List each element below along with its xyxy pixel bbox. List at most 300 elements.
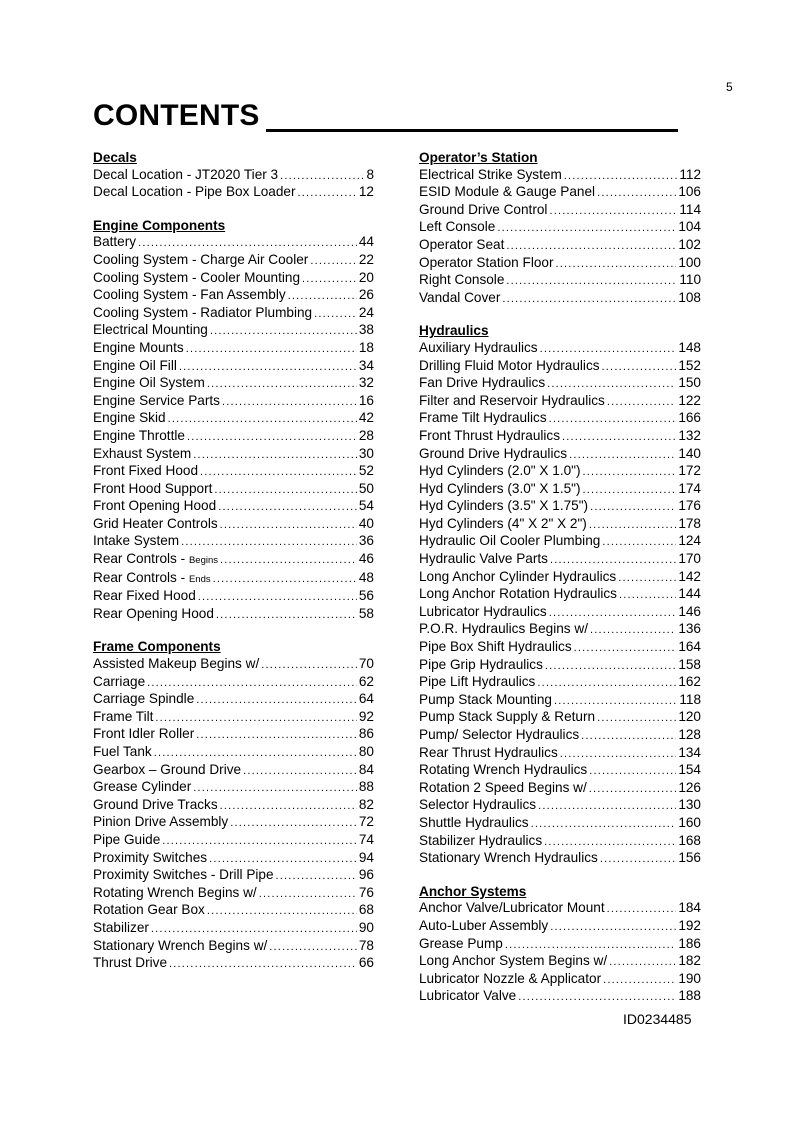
toc-right-column (419, 150, 701, 1022)
entry-label-text: Engine Skid (93, 410, 166, 426)
entry-label (93, 498, 216, 515)
dot-leader (169, 956, 357, 973)
document-id: ID0234485 (623, 1011, 692, 1027)
entry-label (419, 237, 504, 254)
section-heading: Operator’s Station (419, 150, 538, 165)
toc-entry[interactable] (419, 850, 701, 868)
entry-page-number: 188 (678, 988, 701, 1004)
dot-leader (607, 901, 677, 918)
entry-label (419, 533, 600, 550)
toc-entry[interactable] (419, 202, 701, 220)
entry-label (93, 551, 218, 570)
toc-entry[interactable] (419, 674, 701, 692)
entry-label (93, 606, 214, 623)
entry-page-number: 26 (358, 287, 374, 303)
entry-label-text: Engine Oil System (93, 375, 205, 391)
toc-entry[interactable] (93, 570, 374, 589)
toc-entry[interactable] (93, 270, 374, 288)
dot-leader (589, 781, 677, 798)
dot-leader (210, 323, 357, 340)
toc-entry[interactable] (93, 184, 374, 202)
entry-label (93, 779, 191, 796)
dot-leader (200, 464, 357, 481)
toc-entry[interactable] (419, 918, 701, 936)
dot-leader (196, 692, 357, 709)
entry-page-number: 134 (678, 744, 701, 760)
toc-entry[interactable] (419, 272, 701, 290)
dot-leader (220, 798, 357, 815)
toc-entry[interactable] (419, 988, 701, 1006)
dot-leader (545, 658, 676, 675)
dot-leader (590, 499, 676, 516)
toc-entry[interactable] (93, 481, 374, 499)
entry-page-number: 162 (678, 674, 701, 690)
entry-label (93, 234, 136, 251)
toc-entry[interactable] (419, 833, 701, 851)
section-heading: Anchor Systems (419, 883, 527, 899)
toc-entry[interactable] (93, 533, 374, 551)
entry-label-text: Engine Throttle (93, 427, 185, 443)
entry-label-text: Shuttle Hydraulics (419, 814, 529, 830)
entry-label-text: ESID Module & Gauge Panel (419, 184, 596, 200)
entry-label (93, 428, 185, 445)
toc-entry[interactable] (93, 920, 374, 938)
entry-label (419, 709, 595, 726)
entry-label (93, 516, 218, 533)
toc-entry[interactable] (419, 498, 701, 516)
entry-label (419, 446, 567, 463)
entry-page-number: 38 (358, 322, 374, 338)
entry-label (93, 762, 241, 779)
toc-entry[interactable] (93, 709, 374, 727)
entry-label (419, 184, 595, 201)
entry-page-number: 174 (678, 480, 701, 496)
entry-label-text: Lubricator Valve (419, 988, 517, 1004)
entry-label (419, 762, 587, 779)
toc-entry[interactable] (419, 900, 701, 918)
toc-entry[interactable] (93, 287, 374, 305)
toc-entry[interactable] (93, 656, 374, 674)
entry-page-number: 108 (678, 289, 701, 305)
dot-leader (162, 833, 357, 850)
dot-leader (618, 570, 676, 587)
toc-entry[interactable] (419, 639, 701, 657)
toc-entry[interactable] (419, 815, 701, 833)
toc-entry[interactable] (93, 814, 374, 832)
entry-label (93, 814, 228, 831)
dot-leader (207, 376, 357, 393)
dot-leader (186, 341, 357, 358)
toc-entry[interactable] (419, 780, 701, 798)
toc-entry[interactable] (93, 498, 374, 516)
dot-leader (280, 168, 364, 185)
entry-label-text: Front Thrust Hydraulics (419, 427, 561, 443)
title-underline (266, 129, 678, 132)
toc-entry[interactable] (419, 290, 701, 308)
entry-page-number: 90 (358, 919, 374, 935)
entry-page-number: 178 (678, 515, 701, 531)
dot-leader (531, 816, 677, 833)
toc-entry[interactable] (419, 237, 701, 255)
entry-label-text: Pump/ Selector Hydraulics (419, 727, 580, 742)
dot-leader (550, 552, 676, 569)
entry-label (93, 955, 167, 972)
toc-entry[interactable] (93, 375, 374, 393)
entry-label (93, 463, 198, 480)
entry-page-number: 16 (358, 392, 374, 408)
dot-leader (550, 919, 676, 936)
entry-page-number: 172 (678, 463, 701, 479)
dot-leader (562, 429, 676, 446)
toc-entry[interactable] (419, 340, 701, 358)
entry-label (93, 674, 145, 691)
entry-label (419, 340, 538, 357)
toc-entry[interactable] (419, 219, 701, 237)
dot-leader (168, 411, 357, 428)
entry-label (93, 867, 274, 884)
dot-leader (154, 745, 357, 762)
entry-label-text: Engine Service Parts (93, 392, 220, 408)
toc-entry[interactable] (93, 955, 374, 973)
entry-label-text: Front Opening Hood (93, 498, 217, 514)
entry-page-number: 160 (678, 814, 701, 830)
toc-entry[interactable] (419, 953, 701, 971)
entry-label-text: Operator Station Floor (419, 254, 554, 270)
toc-entry[interactable] (93, 516, 374, 534)
dot-leader (506, 238, 676, 255)
entry-page-number: 32 (358, 375, 374, 391)
dot-leader (549, 605, 677, 622)
entry-label-text: Auto-Luber Assembly (419, 917, 549, 933)
toc-entry[interactable] (93, 340, 374, 358)
dot-leader (193, 447, 357, 464)
toc-entry[interactable] (93, 463, 374, 481)
entry-label-text: Frame Tilt (93, 708, 154, 724)
entry-page-number: 82 (358, 796, 374, 812)
entry-page-number: 18 (358, 339, 374, 355)
dot-leader (607, 394, 676, 411)
entry-label (93, 938, 267, 955)
entry-label-text: Pipe Box Shift Hydraulics (419, 639, 572, 655)
entry-label-text: Rotation 2 Speed Begins w/ (419, 779, 587, 795)
entry-label (93, 393, 220, 410)
entry-page-number: 86 (358, 726, 374, 742)
dot-leader (581, 728, 676, 745)
toc-entry[interactable] (93, 322, 374, 340)
entry-label (419, 498, 588, 515)
toc-entry[interactable] (419, 971, 701, 989)
entry-page-number: 190 (678, 970, 701, 986)
entry-label-text: P.O.R. Hydraulics Begins w/ (419, 621, 588, 637)
entry-page-number: 164 (678, 639, 701, 655)
entry-label-text: Right Console (419, 272, 505, 288)
dot-leader (314, 306, 357, 323)
toc-entry[interactable] (93, 410, 374, 428)
dot-leader (276, 868, 357, 885)
dot-leader (518, 989, 676, 1006)
toc-entry[interactable] (93, 797, 374, 815)
entry-page-number: 112 (679, 166, 701, 182)
toc-entry[interactable] (93, 305, 374, 323)
toc-entry[interactable] (93, 393, 374, 411)
dot-leader (181, 534, 357, 551)
entry-page-number: 30 (358, 445, 374, 461)
toc-entry[interactable] (419, 692, 701, 710)
toc-entry[interactable] (93, 551, 374, 570)
entry-label-text: Stationary Wrench Begins w/ (93, 937, 268, 953)
toc-entry[interactable] (93, 885, 374, 903)
entry-label (93, 340, 184, 357)
entry-label (419, 167, 562, 184)
toc-entry[interactable] (93, 902, 374, 920)
toc-entry[interactable] (419, 657, 701, 675)
toc-entry[interactable] (93, 779, 374, 797)
entry-page-number: 70 (358, 656, 374, 672)
entry-page-number: 40 (358, 515, 374, 531)
dot-leader (560, 746, 677, 763)
entry-label-text: Stationary Wrench Hydraulics (419, 850, 598, 866)
toc-entry[interactable] (419, 463, 701, 481)
toc-section-frame-components (93, 639, 374, 972)
entry-label-text: Engine Oil Fill (93, 357, 177, 373)
entry-page-number: 136 (678, 621, 701, 637)
entry-label (419, 727, 579, 744)
toc-entry[interactable] (93, 832, 374, 850)
entry-page-number: 34 (358, 357, 374, 373)
toc-entry[interactable] (419, 533, 701, 551)
dot-leader (564, 168, 678, 185)
entry-label-text: Proximity Switches - Drill Pipe (93, 867, 274, 883)
entry-label-text: Rear Controls - (93, 551, 189, 567)
entry-label-text: Pinion Drive Assembly (93, 814, 229, 830)
entry-page-number: 156 (678, 850, 701, 866)
toc-entry[interactable] (419, 709, 701, 727)
toc-entry[interactable] (419, 604, 701, 622)
dot-leader (602, 534, 676, 551)
toc-entry[interactable] (419, 446, 701, 464)
entry-label-text: Ground Drive Tracks (93, 796, 218, 812)
toc-entry[interactable] (419, 621, 701, 639)
entry-page-number: 168 (678, 832, 701, 848)
entry-label (419, 657, 543, 674)
entry-page-number: 22 (358, 251, 374, 267)
entry-label-text: Front Fixed Hood (93, 463, 199, 479)
entry-label (419, 255, 554, 272)
entry-page-number: 58 (358, 605, 374, 621)
toc-left-column (93, 150, 374, 989)
page-number: 5 (726, 80, 733, 94)
dot-leader (198, 589, 357, 606)
entry-label-text: Frame Tilt Hydraulics (419, 410, 547, 426)
toc-entry[interactable] (93, 744, 374, 762)
toc-entry[interactable] (419, 936, 701, 954)
entry-label-text: Engine Mounts (93, 339, 184, 355)
toc-entry[interactable] (93, 234, 374, 252)
entry-label-text: Decal Location - Pipe Box Loader (93, 184, 296, 200)
entry-page-number: 106 (678, 184, 701, 200)
section-heading: Engine Components (93, 217, 226, 233)
dot-leader (583, 464, 677, 481)
entry-page-number: 182 (678, 953, 701, 969)
toc-entry[interactable] (93, 762, 374, 780)
dot-leader (597, 710, 676, 727)
entry-label-text: Thrust Drive (93, 955, 168, 971)
toc-entry[interactable] (93, 606, 374, 624)
toc-entry[interactable] (419, 375, 701, 393)
entry-label-text: Decal Location - JT2020 Tier 3 (93, 166, 279, 182)
dot-leader (569, 447, 676, 464)
toc-entry[interactable] (419, 762, 701, 780)
entry-label-text: Pipe Grip Hydraulics (419, 656, 543, 672)
toc-entry[interactable] (93, 252, 374, 270)
entry-page-number: 56 (358, 588, 374, 604)
dot-leader (540, 341, 677, 358)
entry-label (93, 832, 160, 849)
toc-entry[interactable] (419, 358, 701, 376)
dot-leader (554, 693, 677, 710)
toc-entry[interactable] (419, 797, 701, 815)
entry-label-text: Grid Heater Controls (93, 515, 218, 531)
entry-page-number: 118 (679, 691, 701, 707)
entry-label-text: Ground Drive Hydraulics (419, 445, 568, 461)
entry-label (93, 885, 257, 902)
entry-page-number: 184 (678, 900, 701, 916)
toc-entry[interactable] (93, 867, 374, 885)
entry-page-number: 122 (678, 392, 701, 408)
entry-page-number: 50 (358, 480, 374, 496)
entry-label (93, 375, 205, 392)
dot-leader (506, 273, 677, 290)
entry-label (93, 588, 196, 605)
entry-page-number: 62 (358, 673, 374, 689)
toc-entry[interactable] (419, 184, 701, 202)
entry-label (419, 219, 495, 236)
toc-entry[interactable] (93, 358, 374, 376)
entry-label-text: Cooling System - Fan Assembly (93, 287, 286, 303)
dot-leader (147, 675, 357, 692)
entry-page-number: 54 (358, 498, 374, 514)
entry-page-number: 94 (358, 849, 374, 865)
entry-label-text: Grease Pump (419, 935, 503, 951)
entry-label-text: Vandal Cover (419, 289, 501, 305)
entry-label-text: Cooling System - Cooler Mounting (93, 269, 301, 285)
entry-page-number: 148 (678, 339, 701, 355)
entry-page-number: 132 (678, 427, 701, 443)
dot-leader (589, 517, 676, 534)
entry-label (419, 463, 581, 480)
entry-label-text: Left Console (419, 219, 496, 235)
entry-label (419, 202, 547, 219)
entry-label (419, 604, 547, 621)
entry-page-number: 152 (678, 357, 701, 373)
entry-label-text: Front Idler Roller (93, 726, 195, 742)
dot-leader (589, 763, 676, 780)
entry-page-number: 130 (678, 797, 701, 813)
toc-entry[interactable] (93, 938, 374, 956)
toc-entry[interactable] (93, 446, 374, 464)
entry-label (93, 656, 259, 673)
entry-page-number: 88 (358, 779, 374, 795)
entry-page-number: 52 (358, 463, 374, 479)
entry-label (93, 167, 278, 184)
dot-leader (216, 607, 357, 624)
entry-label (93, 322, 208, 339)
toc-entry[interactable] (93, 674, 374, 692)
entry-label-text: Electrical Mounting (93, 322, 208, 338)
toc-entry[interactable] (419, 516, 701, 534)
toc-entry[interactable] (419, 255, 701, 273)
entry-label-text: Filter and Reservoir Hydraulics (419, 392, 605, 408)
entry-page-number: 146 (678, 603, 701, 619)
dot-leader (196, 727, 357, 744)
dot-leader (220, 517, 357, 534)
entry-page-number: 42 (358, 410, 374, 426)
entry-label-text: Hyd Cylinders (3.5" X 1.75") (419, 498, 589, 514)
entry-label-text: Long Anchor System Begins w/ (419, 953, 608, 969)
entry-label-text: Cooling System - Radiator Plumbing (93, 304, 313, 320)
entry-page-number: 76 (358, 884, 374, 900)
entry-label-text: Hyd Cylinders (3.0" X 1.5") (419, 480, 581, 496)
dot-leader (549, 411, 677, 428)
entry-label-text: Fan Drive Hydraulics (419, 375, 546, 391)
entry-label-text: Hydraulic Oil Cooler Plumbing (419, 533, 601, 549)
entry-label (419, 569, 616, 586)
dot-leader (214, 482, 356, 499)
entry-page-number: 154 (678, 762, 701, 778)
entry-page-number: 102 (678, 236, 701, 252)
toc-entry[interactable] (419, 167, 701, 185)
entry-label (93, 481, 212, 498)
entry-page-number: 128 (678, 727, 701, 742)
toc-entry[interactable] (419, 481, 701, 499)
entry-label (419, 900, 605, 917)
entry-page-number: 28 (358, 427, 374, 443)
entry-label-text: Pump Stack Supply & Return (419, 709, 596, 725)
toc-entry[interactable] (93, 691, 374, 709)
entry-label (93, 252, 308, 269)
entry-label (419, 428, 560, 445)
entry-label-text: Rear Fixed Hood (93, 588, 196, 604)
toc-entry[interactable] (419, 410, 701, 428)
entry-label (93, 358, 177, 375)
toc-entry[interactable] (419, 551, 701, 569)
toc-entry[interactable] (419, 745, 701, 763)
entry-label-text: Operator Seat (419, 236, 505, 252)
entry-label-note: Begins (188, 555, 219, 567)
dot-leader (603, 972, 676, 989)
toc-entry[interactable] (419, 393, 701, 411)
toc-entry[interactable] (419, 727, 701, 745)
dot-leader (619, 587, 676, 604)
entry-label (419, 745, 558, 762)
toc-entry[interactable] (93, 588, 374, 606)
dot-leader (597, 185, 676, 202)
toc-entry[interactable] (93, 428, 374, 446)
entry-label (419, 358, 600, 375)
toc-entry[interactable] (93, 850, 374, 868)
dot-leader (602, 359, 677, 376)
entry-label-text: Electrical Strike System (419, 166, 562, 182)
entry-page-number: 170 (678, 551, 701, 567)
toc-entry[interactable] (419, 586, 701, 604)
toc-entry[interactable] (419, 569, 701, 587)
entry-label-text: Long Anchor Rotation Hydraulics (419, 586, 617, 602)
dot-leader (574, 640, 677, 657)
entry-label-text: Rotating Wrench Hydraulics (419, 762, 588, 778)
toc-entry[interactable] (419, 428, 701, 446)
toc-entry[interactable] (93, 726, 374, 744)
toc-entry[interactable] (93, 167, 374, 185)
